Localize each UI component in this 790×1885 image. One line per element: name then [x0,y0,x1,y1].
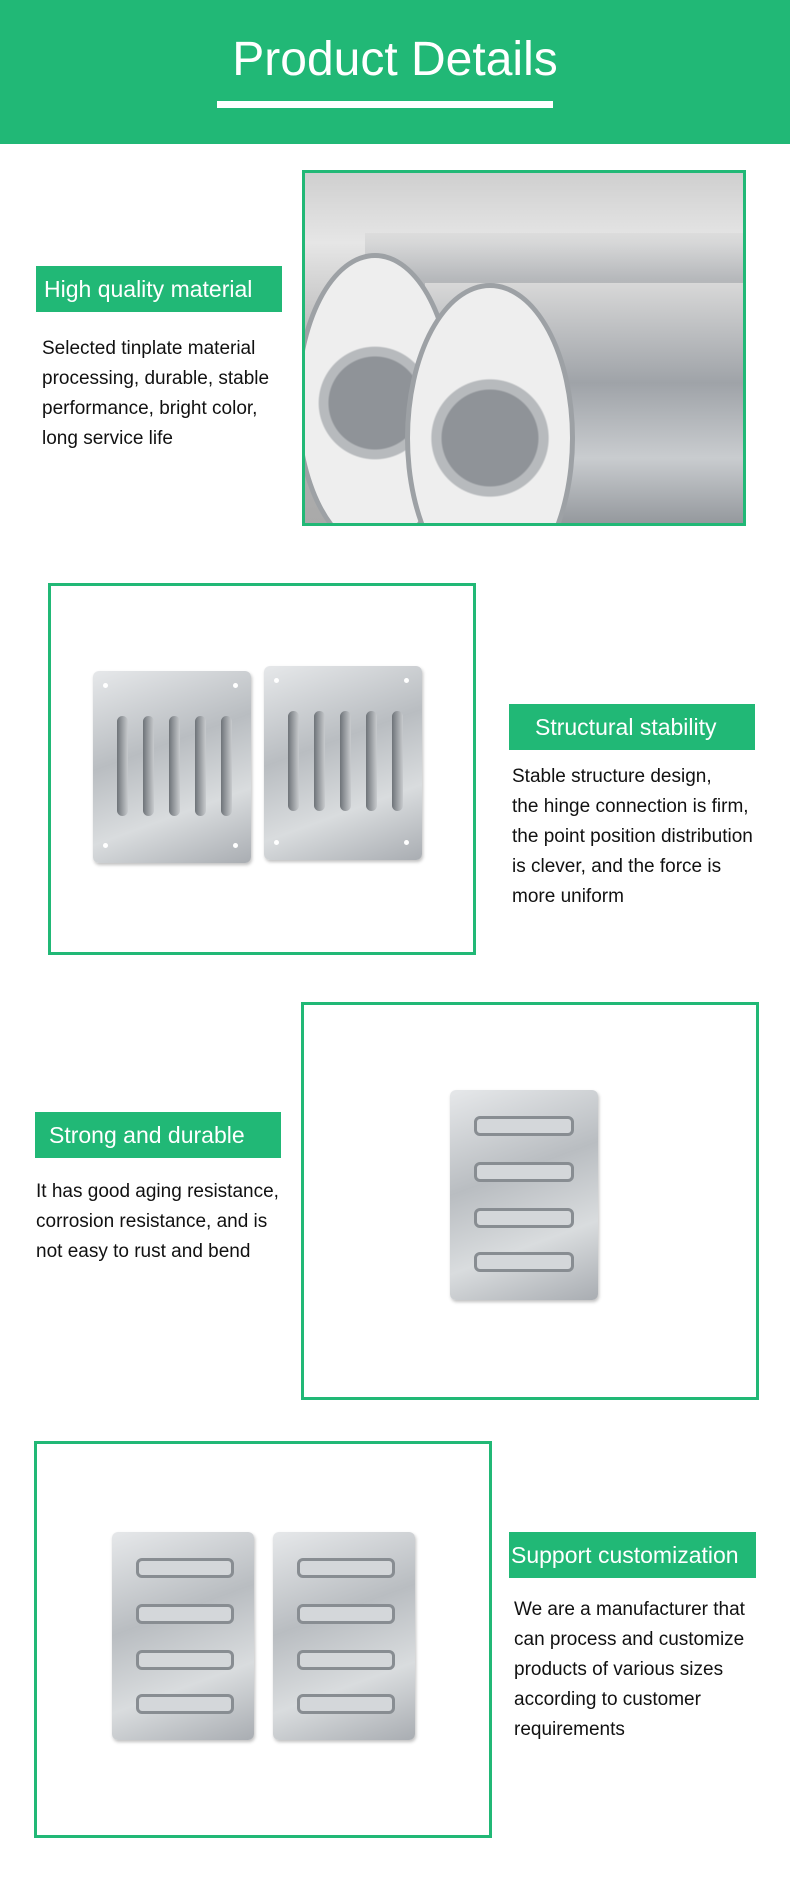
header-banner [0,0,790,144]
custom-plates-image [34,1441,492,1838]
text-line: performance, bright color, [42,398,258,419]
text-line: We are a manufacturer that [514,1599,745,1620]
section-label-durable: Strong and durable [35,1112,281,1158]
text-line: the point position distribution [512,826,753,847]
section-text-material [42,334,269,454]
text-line: requirements [514,1719,625,1740]
text-line: not easy to rust and bend [36,1241,251,1262]
text-line: long service life [42,428,173,449]
section-label-customization: Support customization [509,1532,756,1578]
text-line: is clever, and the force is [512,856,722,877]
text-line: processing, durable, stable [42,368,270,389]
page-title: Product Details [232,33,558,86]
text-line: according to customer [514,1689,701,1710]
section-label-material: High quality material [36,266,282,312]
text-line: It has good aging resistance, [36,1181,279,1202]
single-plate-image [301,1002,759,1400]
section-text-stability [512,762,753,912]
text-line: can process and customize [514,1629,745,1650]
section-label-stability: Structural stability [509,704,755,750]
text-line: Stable structure design, [512,766,712,787]
text-line: corrosion resistance, and is [36,1211,268,1232]
text-line: the hinge connection is firm, [512,796,749,817]
tinplate-coils-image [302,170,746,526]
text-line: Selected tinplate material [42,338,256,359]
text-line: products of various sizes [514,1659,724,1680]
title-underline [217,101,553,108]
text-line: more uniform [512,886,624,907]
vented-plates-image [48,583,476,955]
section-text-durable [36,1177,279,1267]
section-text-customization [514,1595,745,1745]
